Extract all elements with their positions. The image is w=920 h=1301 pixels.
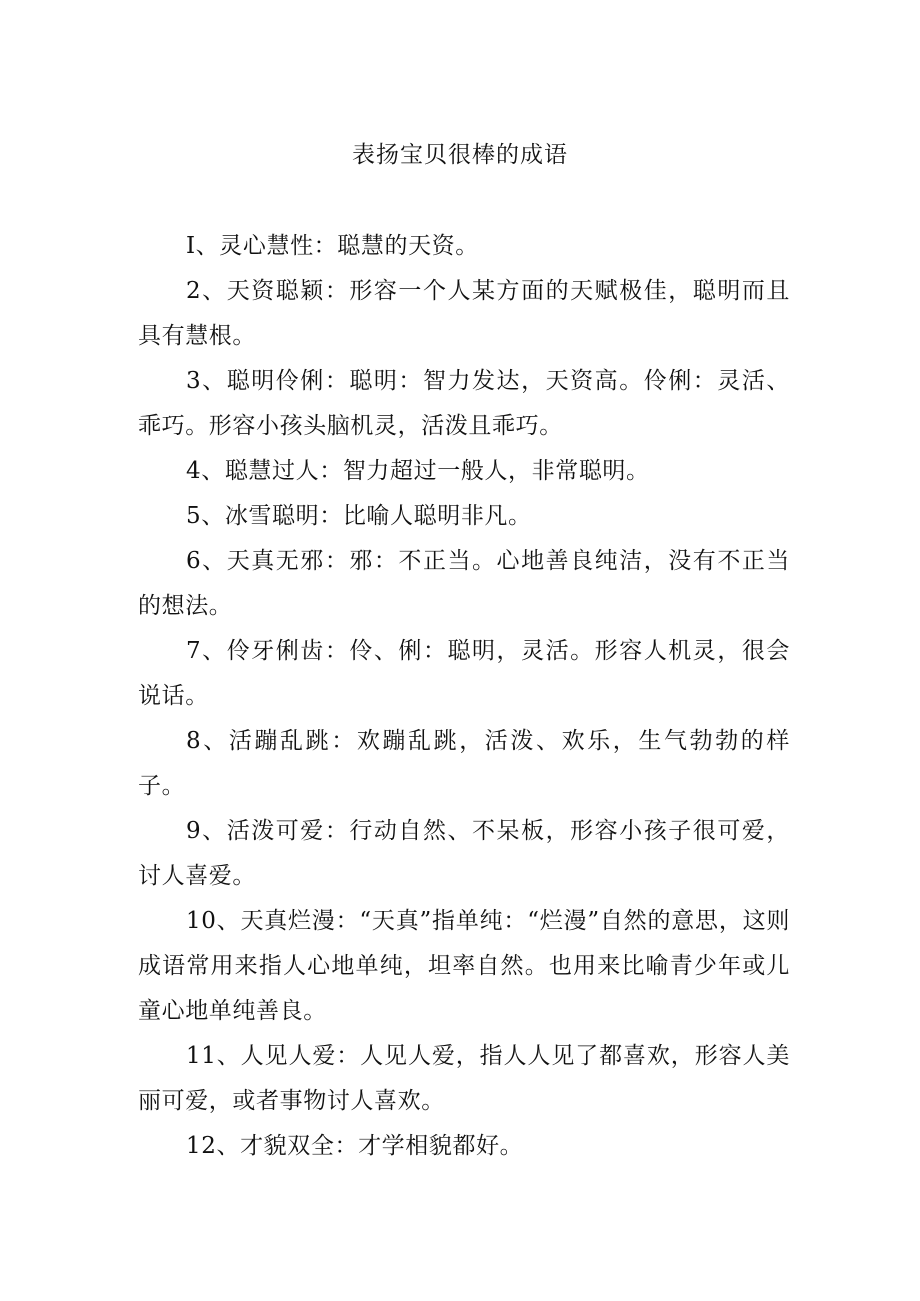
idiom-entry-3: 3、聪明伶俐：聪明：智力发达，天资高。伶俐：灵活、乖巧。形容小孩头脑机灵，活泼且乖巧。 bbox=[138, 368, 790, 439]
idiom-entry-12: 12、才貌双全：才学相貌都好。 bbox=[186, 1133, 524, 1159]
idiom-entry-9: 9、活泼可爱：行动自然、不呆板，形容小孩子很可爱，讨人喜爱。 bbox=[138, 818, 790, 889]
idiom-entry-5: 5、冰雪聪明：比喻人聪明非凡。 bbox=[186, 503, 532, 529]
idiom-entry-10: 10、天真烂漫：“天真”指单纯：“烂漫”自然的意思，这则成语常用来指人心地单纯，坦率自然。也用来比喻青少年或儿童心地单纯善良。 bbox=[138, 908, 790, 1024]
idiom-entry-4: 4、聪慧过人：智力超过一般人，非常聪明。 bbox=[186, 458, 650, 484]
idiom-entry-8: 8、活蹦乱跳：欢蹦乱跳，活泼、欢乐，生气勃勃的样子。 bbox=[138, 728, 790, 799]
idiom-entry-1: I、灵心慧性：聪慧的天资。 bbox=[186, 233, 479, 259]
idiom-entry-6: 6、天真无邪：邪：不正当。心地善良纯洁，没有不正当的想法。 bbox=[138, 548, 790, 619]
idiom-entry-7: 7、伶牙俐齿：伶、俐：聪明，灵活。形容人机灵，很会说话。 bbox=[138, 638, 790, 709]
idiom-entry-2: 2、天资聪颖：形容一个人某方面的天赋极佳，聪明而且具有慧根。 bbox=[138, 278, 790, 349]
idiom-entry-11: 11、人见人爱：人见人爱，指人人见了都喜欢，形容人美丽可爱，或者事物讨人喜欢。 bbox=[138, 1043, 790, 1114]
idiom-list bbox=[138, 224, 790, 1169]
document-title: 表扬宝贝很棒的成语 bbox=[352, 142, 568, 168]
